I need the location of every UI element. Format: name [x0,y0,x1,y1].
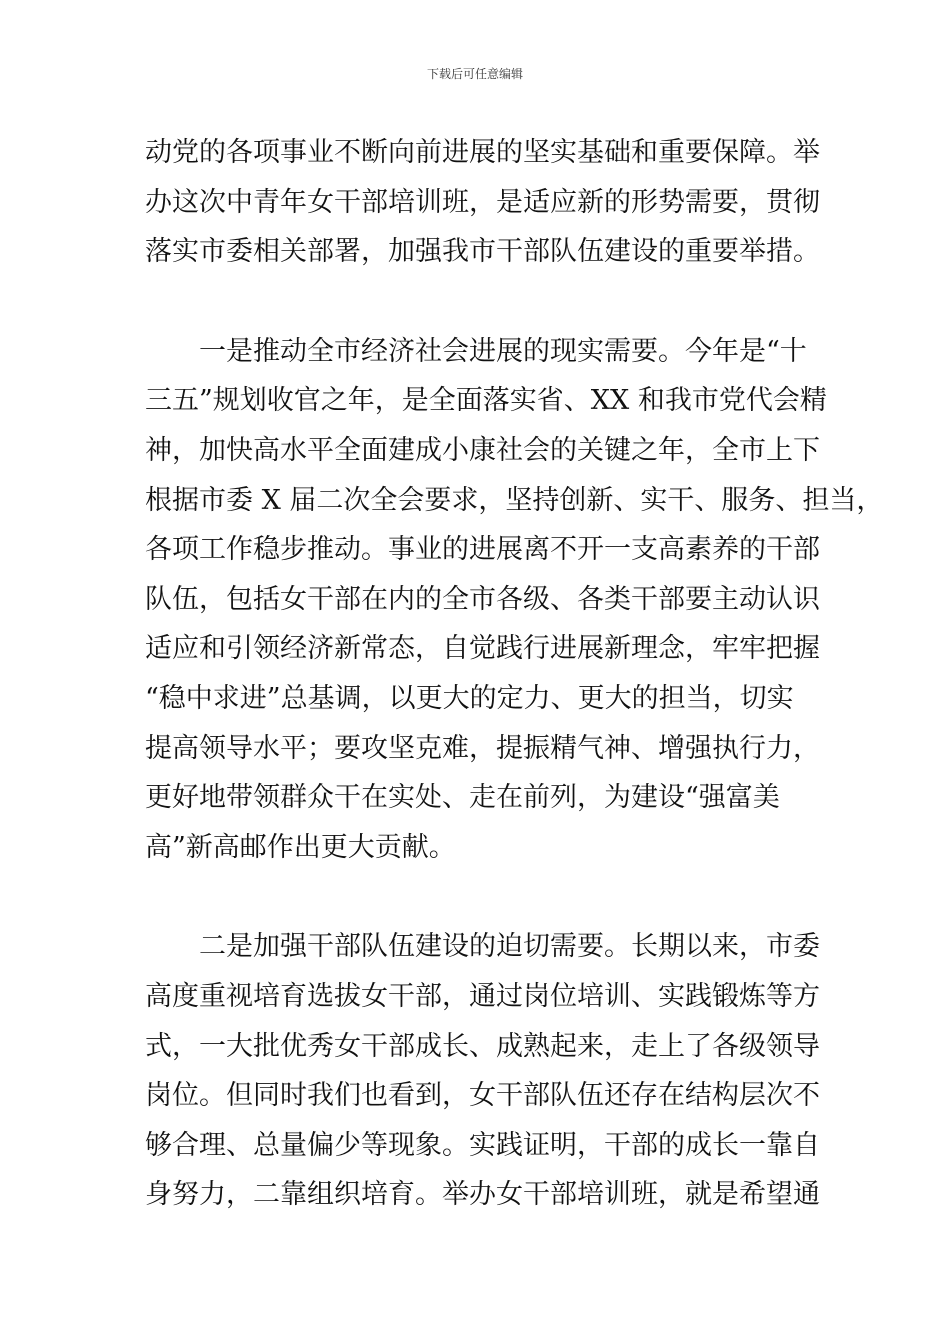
paragraph-1 [145,128,825,277]
text-line: 神，加快高水平全面建成小康社会的关键之年，全市上下 [145,434,820,466]
text-line: 提高领导水平；要攻坚克难，提振精气神、增强执行力， [145,732,820,764]
text-line: 办这次中青年女干部培训班，是适应新的形势需要，贯彻 [145,186,820,218]
text-line: 岗位。但同时我们也看到，女干部队伍还存在结构层次不 [145,1080,820,1112]
text-line: 更好地带领群众干在实处、走在前列，为建设“强富美 [145,782,780,814]
text-line: 队伍，包括女干部在内的全市各级、各类干部要主动认识 [145,583,820,615]
text-line: “稳中求进”总基调，以更大的定力、更大的担当，切实 [145,682,794,714]
paragraph-2 [145,327,884,873]
text-line: 落实市委相关部署，加强我市干部队伍建设的重要举措。 [145,236,820,268]
paragraph-3 [145,922,825,1220]
text-line: 二是加强干部队伍建设的迫切需要。长期以来，市委 [199,931,820,963]
text-line: 够合理、总量偏少等现象。实践证明，干部的成长一靠自 [145,1129,820,1161]
text-line: 根据市委 X 届二次全会要求，坚持创新、实干、服务、担当， [145,484,884,516]
page-header: 下载后可任意编辑 [426,67,523,81]
text-line: 一是推动全市经济社会进展的现实需要。今年是“十 [199,335,807,367]
text-line: 式，一大批优秀女干部成长、成熟起来，走上了各级领导 [145,1030,820,1062]
text-line: 高”新高邮作出更大贡献。 [145,831,456,863]
text-line: 适应和引领经济新常态，自觉践行进展新理念，牢牢把握 [145,633,820,665]
paragraph-gap [145,872,825,922]
text-line: 各项工作稳步推动。事业的进展离不开一支高素养的干部 [145,534,820,566]
paragraph-gap [145,277,825,327]
document-body [145,128,884,1220]
text-line: 高度重视培育选拔女干部，通过岗位培训、实践锻炼等方 [145,980,820,1012]
text-line: 三五”规划收官之年，是全面落实省、XX 和我市党代会精 [145,385,827,417]
text-line: 动党的各项事业不断向前进展的坚实基础和重要保障。举 [145,137,820,168]
text-line: 身努力，二靠组织培育。举办女干部培训班，就是希望通 [145,1179,820,1211]
